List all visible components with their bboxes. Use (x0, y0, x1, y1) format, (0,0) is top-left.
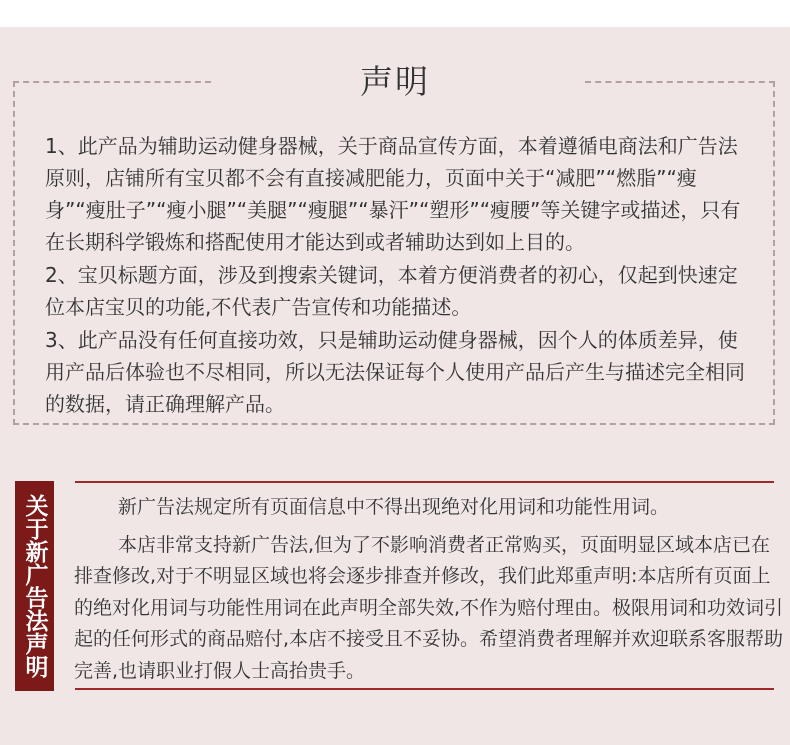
ad-law-first-line: 新广告法规定所有页面信息中不得出现绝对化用词和功能性用词。 (118, 496, 670, 518)
declaration-body (45, 130, 757, 421)
ad-law-body (74, 492, 786, 687)
ad-law-vertical-tag: 关于新广告法声明 (15, 481, 54, 691)
ad-law-rule-top (75, 481, 774, 483)
top-white-band (0, 0, 790, 27)
declaration-paragraph-1: 1、此产品为辅助运动健身器械，关于商品宣传方面，本着遵循电商法和广告法原则，店铺所有宝贝都不会有直接减肥能力，页面中关于“减肥”“燃脂”“瘦身”“瘦肚子”“瘦小腿”“美腿”“瘦腿”“暴汗”“塑形”“瘦腰”等关键字或描述，只有在长期科学锻炼和搭配使用才能达到或者辅助达到如上目的。 (45, 134, 741, 254)
ad-law-statement: 本店非常支持新广告法,但为了不影响消费者正常购买，页面明显区域本店已在排查修改,对于不明显区域也将会逐步排查并修改，我们此郑重声明:本店所有页面上的绝对化用词与功能性用词在此声明全部失效,不作为赔付理由。极限用词和功效词引起的任何形式的商品赔付,本店不接受且不妥协。希望消费者理解并欢迎联系客服帮助完善,也请职业打假人士高抬贵手。 (74, 533, 784, 682)
declaration-paragraph-2: 2、宝贝标题方面，涉及到搜索关键词，本着方便消费者的初心，仅起到快速定位本店宝贝的功能,不代表广告宣传和功能描述。 (45, 263, 738, 319)
declaration-paragraph-3: 3、此产品没有任何直接功效，只是辅助运动健身器械，因个人的体质差异，使用产品后体验也不尽相同，所以无法保证每个人使用产品后产生与描述完全相同的数据，请正确理解产品。 (45, 328, 745, 416)
ad-law-rule-bottom (75, 688, 774, 690)
declaration-title: 声明 (360, 62, 430, 101)
